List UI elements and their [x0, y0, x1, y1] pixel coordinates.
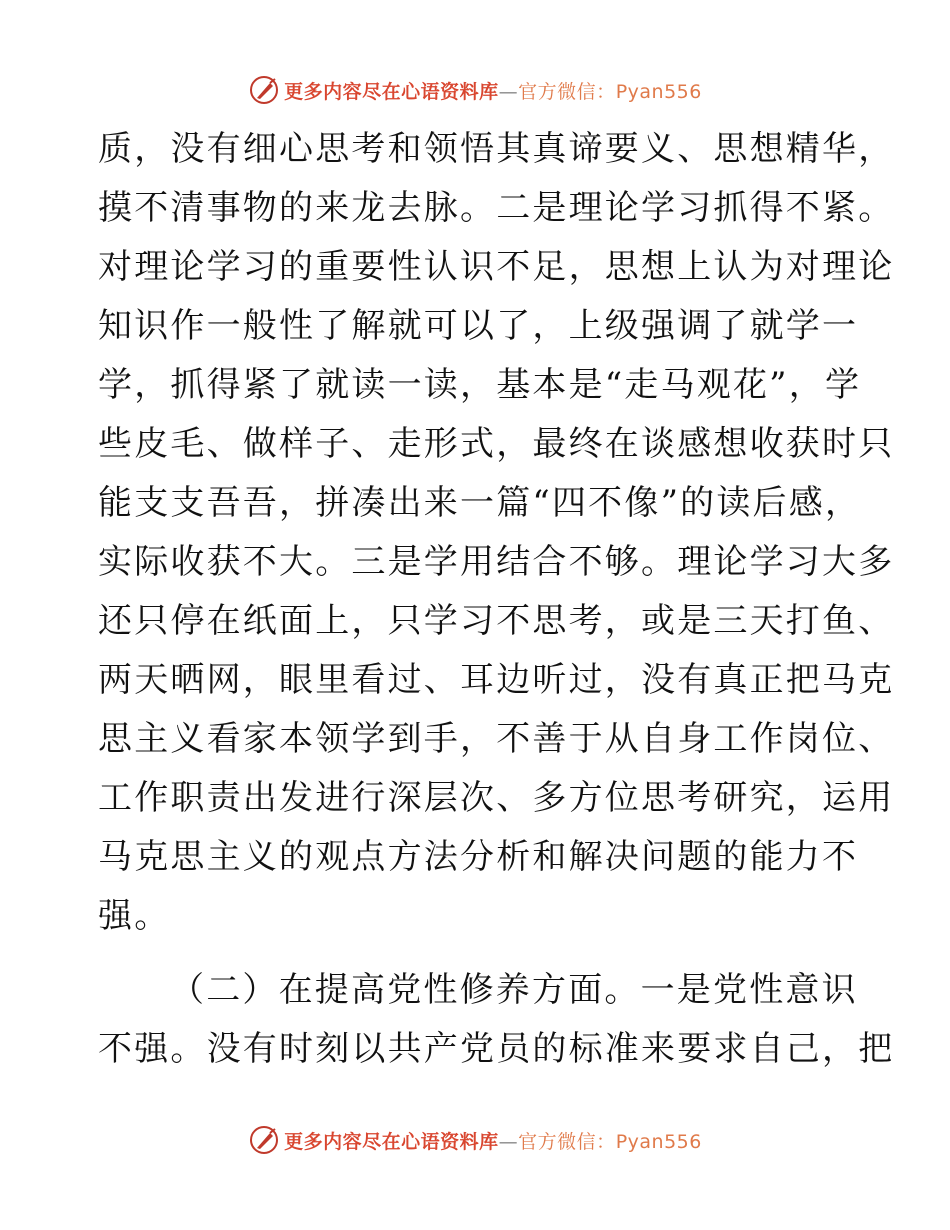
- text-line: 对理论学习的重要性认识不足，思想上认为对理论: [98, 247, 895, 287]
- banner-wechat-id: Pyan556: [615, 80, 702, 103]
- banner-wechat-label: 官方微信：: [518, 1130, 616, 1153]
- text-line: 知识作一般性了解就可以了，上级强调了就学一: [98, 306, 859, 346]
- banner-separator: —: [498, 1130, 519, 1153]
- text-line: 不强。没有时刻以共产党员的标准来要求自己，把: [98, 1029, 895, 1069]
- banner-separator: —: [498, 80, 519, 103]
- text-line: 工作职责出发进行深层次、多方位思考研究，运用: [98, 778, 895, 818]
- paragraph-gap: [98, 946, 858, 961]
- text-line: 能支支吾吾，拼凑出来一篇“四不像”的读后感，: [98, 483, 862, 523]
- text-line: 些皮毛、做样子、走形式，最终在谈感想收获时只: [98, 424, 895, 464]
- document-body: [98, 120, 895, 1079]
- text-line: 实际收获不大。三是学用结合不够。理论学习大多: [98, 542, 895, 582]
- banner-wechat-id: Pyan556: [615, 1130, 702, 1153]
- text-line: 两天晒网，眼里看过、耳边听过，没有真正把马克: [98, 660, 895, 700]
- text-line: 学，抓得紧了就读一读，基本是“走马观花”，学: [98, 365, 862, 405]
- header-banner: [0, 70, 950, 110]
- text-line: 还只停在纸面上，只学习不思考，或是三天打鱼、: [98, 601, 895, 641]
- banner-brand-text: 更多内容尽在心语资料库: [284, 1130, 499, 1153]
- text-line: （二）在提高党性修养方面。一是党性意识: [170, 970, 858, 1010]
- banner-text: [284, 1127, 702, 1154]
- quill-pen-logo-icon: [248, 74, 280, 106]
- text-line: 摸不清事物的来龙去脉。二是理论学习抓得不紧。: [98, 188, 895, 228]
- banner-wechat-label: 官方微信：: [518, 80, 616, 103]
- text-line: 强。: [98, 896, 171, 936]
- banner-brand-text: 更多内容尽在心语资料库: [284, 80, 499, 103]
- text-line: 思主义看家本领学到手，不善于从自身工作岗位、: [98, 719, 895, 759]
- banner-text: [284, 77, 702, 104]
- footer-banner: [0, 1120, 950, 1160]
- text-line: 马克思主义的观点方法分析和解决问题的能力不: [98, 837, 859, 877]
- text-line: 质，没有细心思考和领悟其真谛要义、思想精华，: [98, 129, 895, 169]
- quill-pen-logo-icon: [248, 1124, 280, 1156]
